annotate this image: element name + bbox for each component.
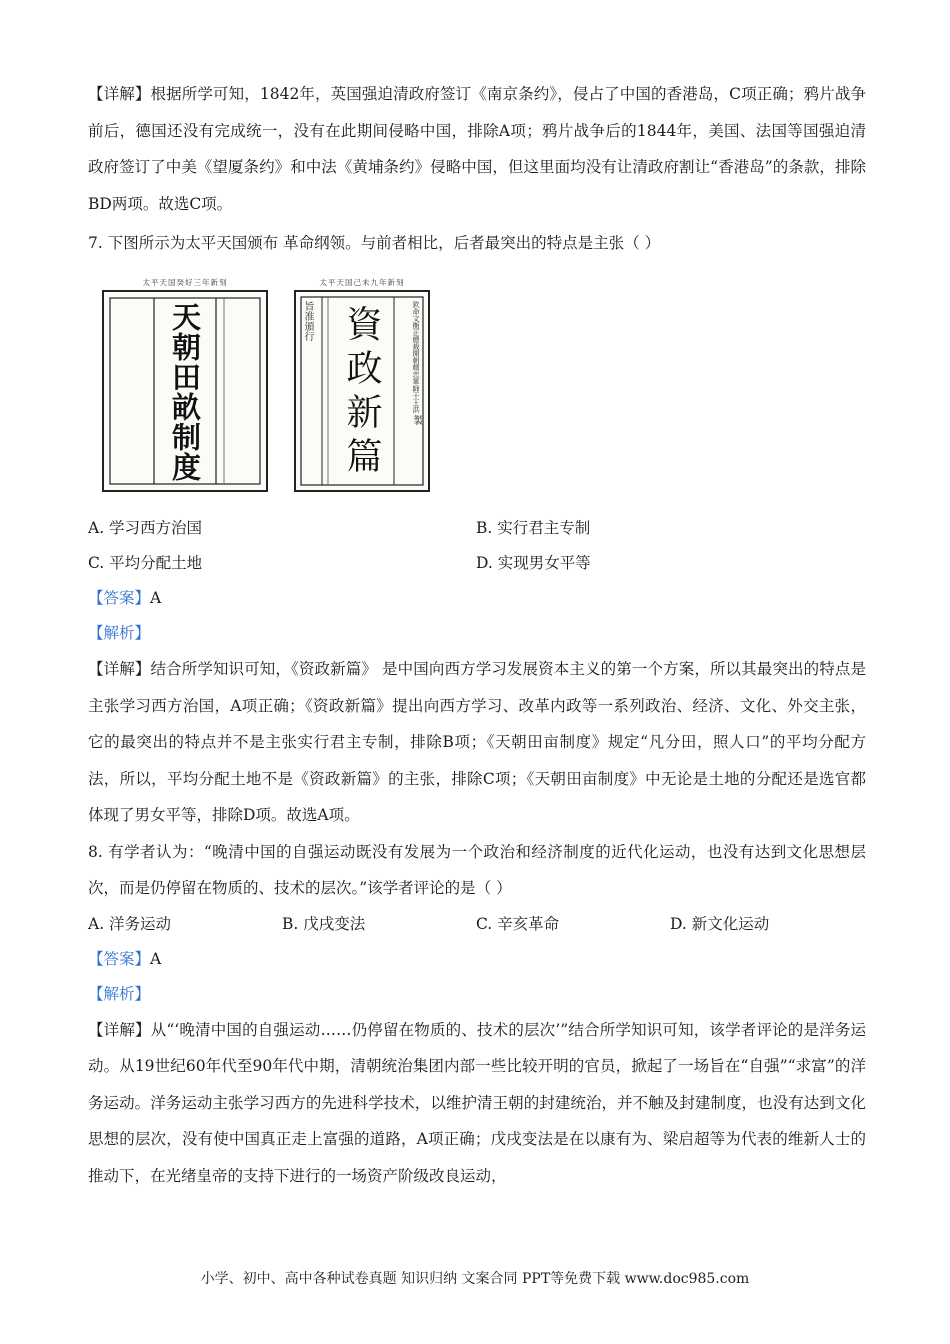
q7-option-a: A. 学习西方治国 xyxy=(88,519,203,537)
q8-option-d: D. 新文化运动 xyxy=(670,914,770,933)
right-book-header: 太平天国己未九年新刻 xyxy=(319,278,405,287)
q8-option-a: A. 洋务运动 xyxy=(88,914,172,933)
right-book-title: 資政新篇 xyxy=(341,305,382,481)
q7-answer xyxy=(88,581,866,616)
q7-answer-value: A xyxy=(150,589,162,607)
q8-detail: 【详解】从“‘晚清中国的自强运动……仍停留在物质的、技术的层次’”结合所学知识可知，该学者评论的是洋务运动。从19世纪60年代至90年代中期，清朝统治集团内部一些比较开明的官员，掀起了一场旨在“自强”“求富”的洋务运动。洋务运动主张学习西方的先进科学技术，以维护清王朝的封建统治，并不触及封建制度，也没有达到文化思想的层次，没有使中国真正走上富强的道路，A项正确；戊戌变法是在以康有为、梁启超等为代表的维新人士的推动下，在光绪皇帝的支持下进行的一场资产阶级改良运动， xyxy=(88,1020,866,1185)
left-book-title: 天朝田畝制度 xyxy=(168,302,202,482)
q7-answer-tag: 【答案】 xyxy=(88,589,151,607)
q7-detail: 【详解】结合所学知识可知，《资政新篇》 是中国向西方学习发展资本主义的第一个方案，所以其最突出的特点是主张学习西方治国，A项正确；《资政新篇》提出向西方学习、改革内政等一系列政治、经济、文化、外交主张，它的最突出的特点并不是主张实行君主专制，排除B项；《天朝田亩制度》规定“凡分田，照人口”的平均分配方法，所以，平均分配土地不是《资政新篇》的主张，排除C项；《天朝田亩制度》中无论是土地的分配还是选官都体现了男女平等，排除D项。故选A项。 xyxy=(88,660,866,824)
q7-option-c: C. 平均分配土地 xyxy=(88,554,203,572)
q8-answer-value: A xyxy=(150,949,162,968)
left-book-header: 太平天国癸好三年新刻 xyxy=(142,278,228,287)
q7-option-d: D. 实现男女平等 xyxy=(476,554,591,572)
q8-option-b: B. 戊戌变法 xyxy=(282,914,366,933)
q8-option-c: C. 辛亥革命 xyxy=(476,914,560,933)
q7-stem: 7. 下图所示为太平天国颁布 革命纲领。与前者相比，后者最突出的特点是主张（ ） xyxy=(88,234,661,252)
page-footer: 小学、初中、高中各种试卷真题 知识归纳 文案合同 PPT等免费下载 www.doc985.com xyxy=(200,1271,750,1287)
right-book-side-right: 欽命文衡正總裁開朝精忠軍師干王洪 xyxy=(412,301,420,413)
q8-options xyxy=(88,907,866,942)
content-area xyxy=(88,76,866,1194)
q7-option-b: B. 实行君主专制 xyxy=(476,519,591,537)
q8-stem: 8. 有学者认为：“晚清中国的自强运动既没有发展为一个政治和经济制度的近代化运动，也没有达到文化思想层次，而是仍停留在物质的、技术的层次。”该学者评论的是（ ） xyxy=(88,842,866,897)
q8-answer-tag: 【答案】 xyxy=(88,949,151,968)
q8-analysis-tag: 【解析】 xyxy=(88,984,151,1003)
q8-answer xyxy=(88,942,866,977)
right-book-side-right-tail: 製 xyxy=(411,415,422,426)
q6-detail: 【详解】根据所学可知，1842年，英国强迫清政府签订《南京条约》，侵占了中国的香港岛，C项正确；鸦片战争前后，德国还没有完成统一，没有在此期间侵略中国，排除A项；鸦片战争后的1844年，美国、法国等国强迫清政府签订了中美《望厦条约》和中法《黄埔条约》侵略中国，但这里面均没有让清政府割让“香港岛”的条款，排除BD两项。故选C项。 xyxy=(88,85,866,213)
q7-analysis-tag: 【解析】 xyxy=(88,624,151,642)
right-book-side-left: 旨准頒行 xyxy=(302,301,313,341)
book-covers-image xyxy=(102,267,462,499)
q7-figure xyxy=(102,267,866,499)
q7-options xyxy=(88,511,866,581)
